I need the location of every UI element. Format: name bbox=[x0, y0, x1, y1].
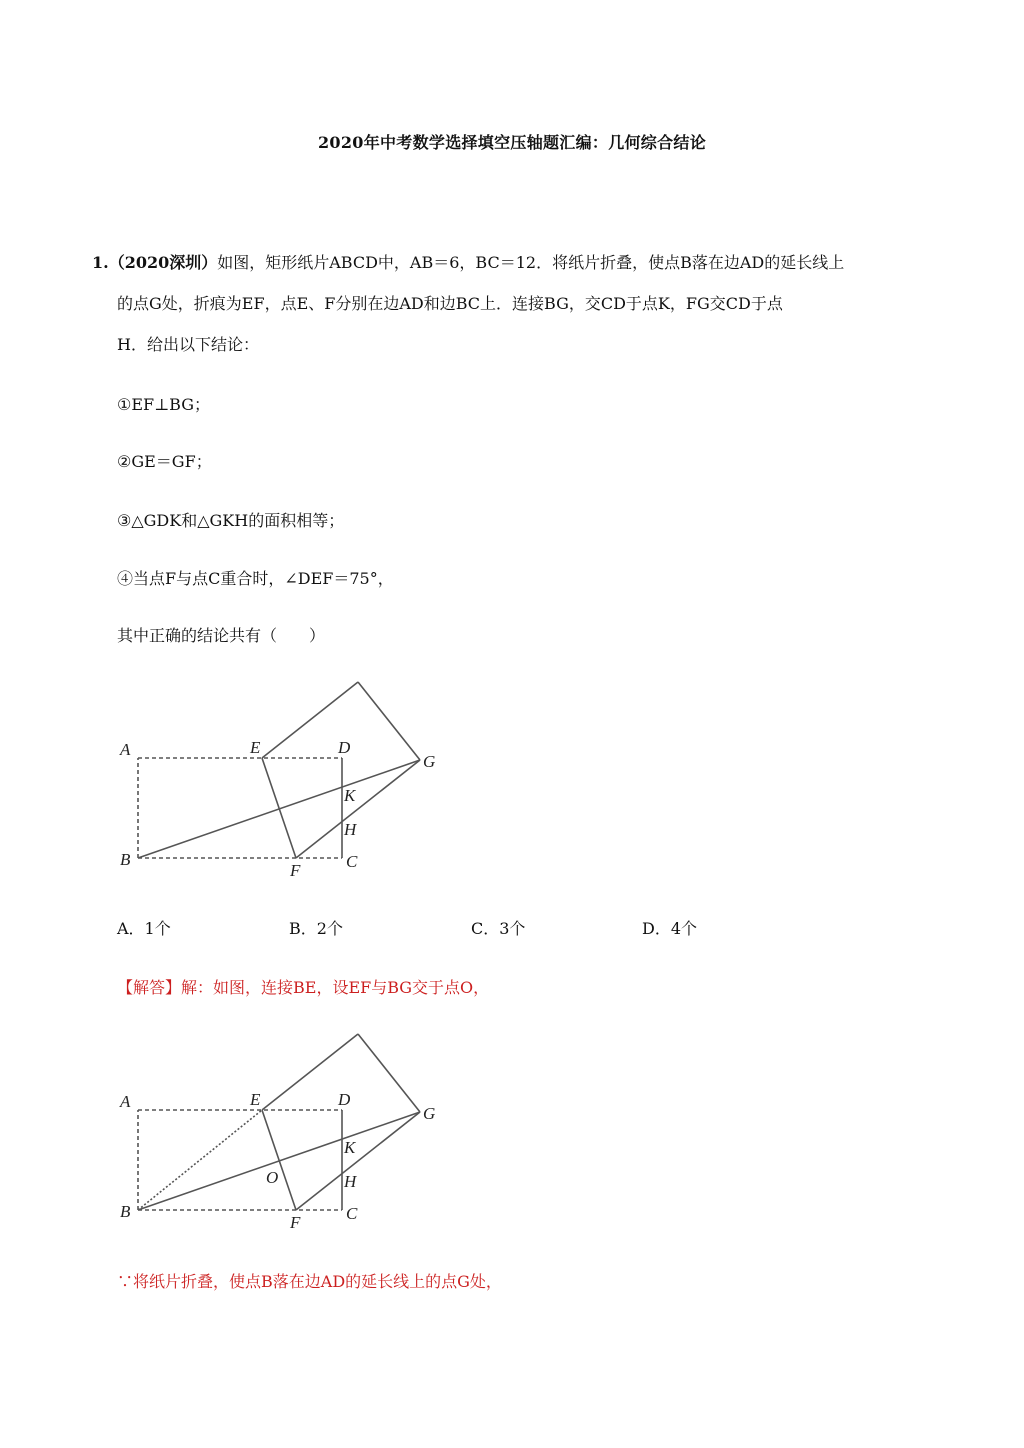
fig2-line-bg bbox=[138, 1112, 420, 1210]
fig1-label-h: H bbox=[344, 820, 357, 839]
problem-source: （2020深圳） bbox=[108, 253, 218, 272]
problem-line-1 bbox=[92, 250, 844, 273]
fig2-line-fg bbox=[296, 1112, 420, 1210]
choice-c[interactable]: C．3个 bbox=[471, 919, 526, 938]
fig1-label-f: F bbox=[290, 861, 301, 880]
fig1-label-e: E bbox=[250, 738, 261, 757]
conclusion-2: ②GE＝GF； bbox=[117, 452, 212, 471]
fig2-fold-edge-2 bbox=[358, 1034, 420, 1112]
fig2-label-k: K bbox=[344, 1138, 356, 1157]
question-line: 其中正确的结论共有（ ） bbox=[117, 626, 326, 645]
fig1-label-b: B bbox=[120, 850, 131, 869]
fig1-label-k: K bbox=[344, 786, 356, 805]
conclusion-3: ③△GDK和△GKH的面积相等； bbox=[117, 511, 345, 530]
fig1-label-a: A bbox=[120, 740, 131, 759]
choice-d[interactable]: D．4个 bbox=[642, 919, 698, 938]
fig2-label-o: O bbox=[266, 1168, 279, 1187]
fig1-fold-edge-2 bbox=[358, 682, 420, 760]
figure-1 bbox=[110, 675, 450, 880]
fig2-line-be bbox=[138, 1110, 262, 1210]
conclusion-1: ①EF⊥BG； bbox=[117, 395, 211, 414]
choice-a[interactable]: A．1个 bbox=[117, 919, 171, 938]
fig2-label-e: E bbox=[250, 1090, 261, 1109]
fig1-label-c: C bbox=[346, 852, 358, 871]
page-title: 2020年中考数学选择填空压轴题汇编：几何综合结论 bbox=[317, 133, 707, 152]
solution-line-1: ∵将纸片折叠，使点B落在边AD的延长线上的点G处， bbox=[117, 1272, 502, 1291]
fig2-label-g: G bbox=[423, 1104, 436, 1123]
fig1-line-bg bbox=[138, 760, 420, 858]
choice-b[interactable]: B．2个 bbox=[289, 919, 343, 938]
fig2-label-f: F bbox=[290, 1213, 301, 1232]
fig2-label-a: A bbox=[120, 1092, 131, 1111]
fig2-label-h: H bbox=[344, 1172, 357, 1191]
problem-stem-2: 的点G处，折痕为EF，点E、F分别在边AD和边BC上．连接BG，交CD于点K，FG交CD于点 bbox=[117, 294, 783, 313]
fig2-crease-ef bbox=[262, 1110, 296, 1210]
fig1-label-g: G bbox=[423, 752, 436, 771]
solution-intro: 【解答】解：如图，连接BE，设EF与BG交于点O， bbox=[117, 978, 490, 997]
fig1-line-fg bbox=[296, 760, 420, 858]
fig1-crease-ef bbox=[262, 758, 296, 858]
fig1-label-d: D bbox=[338, 738, 351, 757]
problem-stem-1: 如图，矩形纸片ABCD中，AB＝6，BC＝12．将纸片折叠，使点B落在边AD的延长线上 bbox=[217, 253, 845, 272]
problem-stem-3: H．给出以下结论： bbox=[117, 335, 259, 354]
fig2-label-b: B bbox=[120, 1202, 131, 1221]
figure-2 bbox=[110, 1027, 450, 1232]
fig2-label-d: D bbox=[338, 1090, 351, 1109]
fig2-label-c: C bbox=[346, 1204, 358, 1223]
problem-number: 1. bbox=[92, 253, 109, 272]
conclusion-4: ④当点F与点C重合时，∠DEF＝75°， bbox=[117, 569, 394, 588]
